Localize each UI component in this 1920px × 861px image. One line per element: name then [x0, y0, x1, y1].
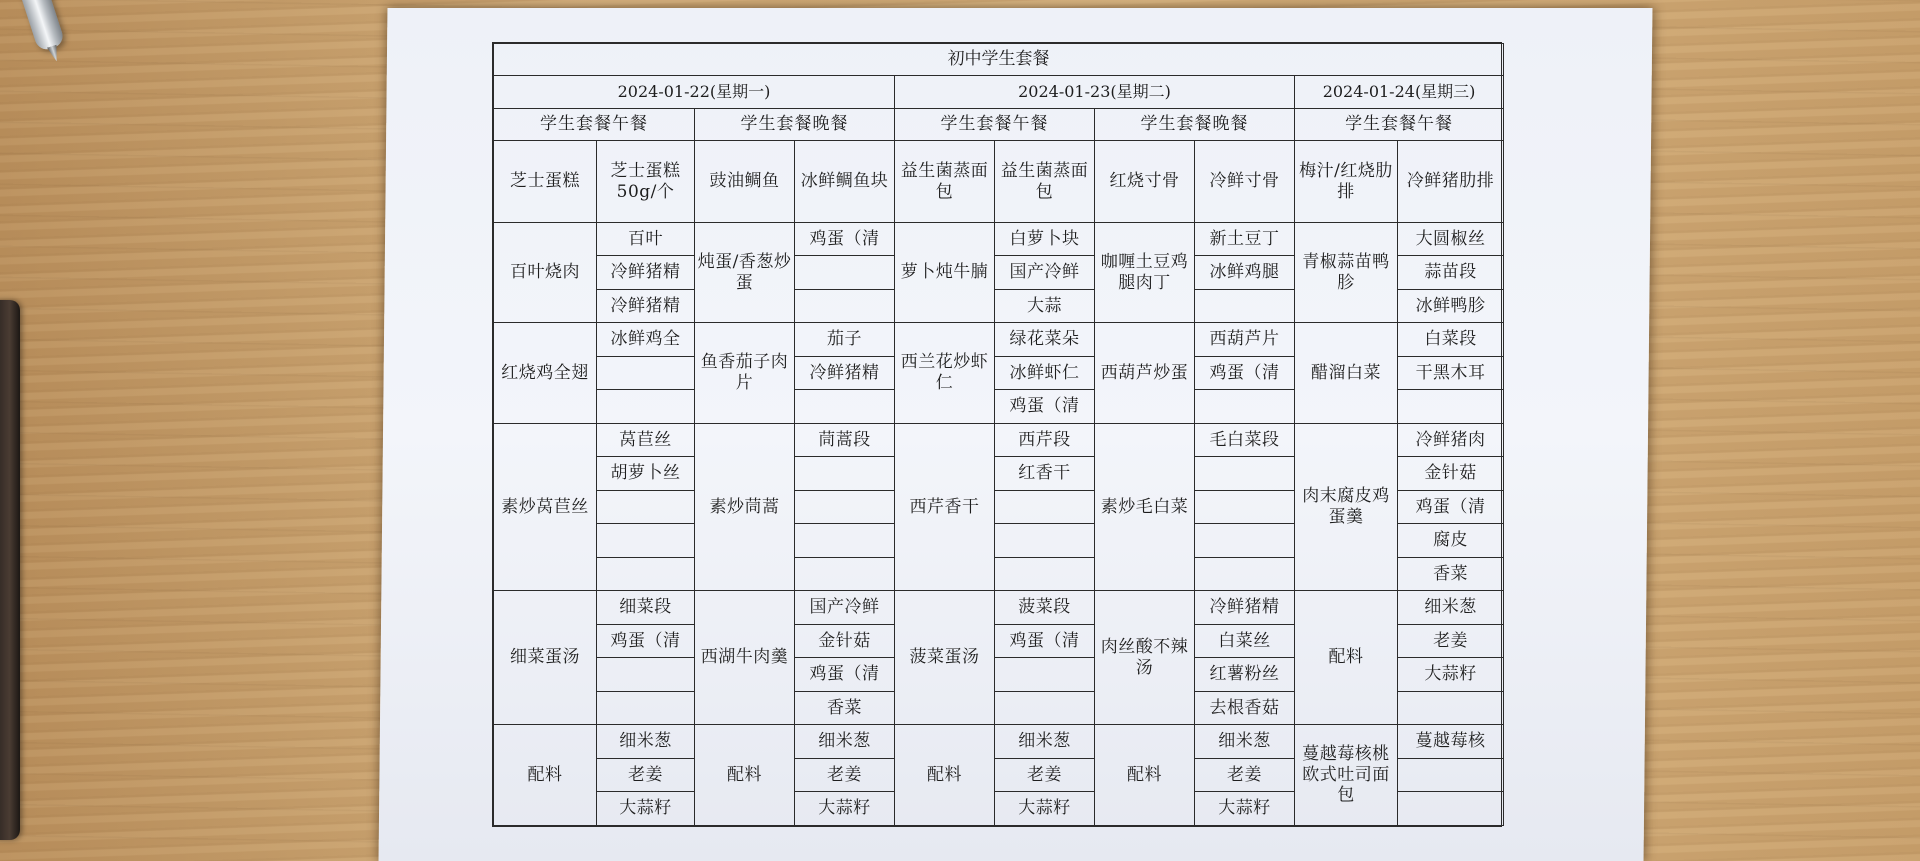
- ingredient-cell: 冷鲜猪精: [1195, 591, 1295, 624]
- ingredient-cell: [1195, 289, 1295, 322]
- ingredient-cell: [1398, 758, 1504, 791]
- ingredient-cell: 大蒜籽: [795, 792, 895, 826]
- ingredient-cell: 鸡蛋（清: [995, 390, 1095, 423]
- ingredient-cell: [597, 390, 695, 423]
- ingredient-cell: [1195, 390, 1295, 423]
- ingredient-cell: 大蒜籽: [1195, 792, 1295, 826]
- ingredient-cell: 冷鲜猪精: [597, 289, 695, 322]
- ingredient-cell: 细米葱: [1195, 725, 1295, 758]
- ingredient-cell: 细米葱: [1398, 591, 1504, 624]
- ingredient-cell: [1398, 691, 1504, 724]
- ingredient-cell: 金针菇: [1398, 457, 1504, 490]
- ingredient-cell: [795, 390, 895, 423]
- ingredient-cell: 鸡蛋（清: [795, 658, 895, 691]
- ingredient-cell: [1195, 557, 1295, 590]
- dish-cell: 肉丝酸不辣汤: [1095, 591, 1195, 725]
- ingredient-cell: 冷鲜猪肉: [1398, 423, 1504, 456]
- menu-table: [492, 42, 1502, 827]
- dish-cell: 醋溜白菜: [1295, 323, 1398, 423]
- dish-cell: 配料: [1095, 725, 1195, 826]
- ingredient-cell: 大蒜籽: [1398, 658, 1504, 691]
- dish-cell: 西兰花炒虾仁: [895, 323, 995, 423]
- ingredient-cell: 干黑木耳: [1398, 356, 1504, 389]
- ingredient-cell: [795, 490, 895, 523]
- ingredient-cell: 国产冷鲜: [995, 256, 1095, 289]
- dish-cell: 豉油鲷鱼: [695, 141, 795, 223]
- ingredient-cell: [1195, 524, 1295, 557]
- ingredient-cell: [1398, 792, 1504, 826]
- ingredient-cell: [597, 490, 695, 523]
- ingredient-cell: 香菜: [795, 691, 895, 724]
- ingredient-cell: [795, 557, 895, 590]
- ingredient-cell: 白菜丝: [1195, 624, 1295, 657]
- ingredient-cell: [995, 658, 1095, 691]
- ingredient-cell: 老姜: [995, 758, 1095, 791]
- ingredient-cell: 西芹段: [995, 423, 1095, 456]
- ingredient-cell: [995, 557, 1095, 590]
- ingredient-cell: 冷鲜猪精: [597, 256, 695, 289]
- dish-cell: 配料: [895, 725, 995, 826]
- ingredient-cell: 新土豆丁: [1195, 222, 1295, 255]
- ingredient-cell: 大圆椒丝: [1398, 222, 1504, 255]
- ingredient-cell: 大蒜籽: [995, 792, 1095, 826]
- ingredient-cell: 冰鲜鸡腿: [1195, 256, 1295, 289]
- dish-cell: 鱼香茄子肉片: [695, 323, 795, 423]
- ingredient-cell: 冷鲜猪精: [795, 356, 895, 389]
- ingredient-cell: 老姜: [1195, 758, 1295, 791]
- ingredient-cell: 毛白菜段: [1195, 423, 1295, 456]
- dish-cell: 炖蛋/香葱炒蛋: [695, 222, 795, 322]
- dish-cell: 配料: [494, 725, 597, 826]
- ingredient-cell: 去根香菇: [1195, 691, 1295, 724]
- meal-header: 学生套餐午餐: [494, 108, 695, 140]
- ingredient-cell: 大蒜籽: [597, 792, 695, 826]
- ingredient-cell: [597, 524, 695, 557]
- ingredient-cell: 鸡蛋（清: [995, 624, 1095, 657]
- ingredient-cell: [795, 289, 895, 322]
- ingredient-cell: 冰鲜鲷鱼块: [795, 141, 895, 223]
- ingredient-cell: [995, 524, 1095, 557]
- ingredient-cell: 细米葱: [995, 725, 1095, 758]
- ingredient-cell: 老姜: [795, 758, 895, 791]
- dish-cell: 益生菌蒸面包: [895, 141, 995, 223]
- ingredient-cell: 红薯粉丝: [1195, 658, 1295, 691]
- dish-cell: 梅汁/红烧肋排: [1295, 141, 1398, 223]
- dish-cell: 配料: [695, 725, 795, 826]
- ingredient-cell: 蒜苗段: [1398, 256, 1504, 289]
- ingredient-cell: 蔓越莓核: [1398, 725, 1504, 758]
- ingredient-cell: 老姜: [597, 758, 695, 791]
- ingredient-cell: [1195, 490, 1295, 523]
- ingredient-cell: 冷鲜寸骨: [1195, 141, 1295, 223]
- date-header: 2024-01-23(星期二): [895, 76, 1295, 108]
- dish-cell: 肉末腐皮鸡蛋羹: [1295, 423, 1398, 590]
- dish-cell: 素炒毛白菜: [1095, 423, 1195, 590]
- ingredient-cell: 白萝卜块: [995, 222, 1095, 255]
- dish-cell: 红烧寸骨: [1095, 141, 1195, 223]
- meal-header: 学生套餐晚餐: [1095, 108, 1295, 140]
- dark-binder-edge: [0, 300, 20, 840]
- ingredient-cell: 冷鲜猪肋排: [1398, 141, 1504, 223]
- ingredient-cell: [597, 658, 695, 691]
- dish-cell: 配料: [1295, 591, 1398, 725]
- dish-cell: 西葫芦炒蛋: [1095, 323, 1195, 423]
- dish-cell: 百叶烧肉: [494, 222, 597, 322]
- dish-cell: 素炒茼蒿: [695, 423, 795, 590]
- ingredient-cell: [995, 691, 1095, 724]
- ingredient-cell: 腐皮: [1398, 524, 1504, 557]
- dish-cell: 西芹香干: [895, 423, 995, 590]
- ingredient-cell: 莴苣丝: [597, 423, 695, 456]
- ingredient-cell: 金针菇: [795, 624, 895, 657]
- dish-cell: 细菜蛋汤: [494, 591, 597, 725]
- meal-header: 学生套餐晚餐: [695, 108, 895, 140]
- ingredient-cell: 大蒜: [995, 289, 1095, 322]
- ingredient-cell: [597, 356, 695, 389]
- dish-cell: 芝士蛋糕: [494, 141, 597, 223]
- ingredient-cell: [597, 691, 695, 724]
- ingredient-cell: 西葫芦片: [1195, 323, 1295, 356]
- ingredient-cell: 茄子: [795, 323, 895, 356]
- ingredient-cell: 菠菜段: [995, 591, 1095, 624]
- ingredient-cell: 百叶: [597, 222, 695, 255]
- ingredient-cell: 鸡蛋（清: [597, 624, 695, 657]
- ingredient-cell: 鸡蛋（清: [1195, 356, 1295, 389]
- ingredient-cell: [995, 490, 1095, 523]
- ingredient-cell: 国产冷鲜: [795, 591, 895, 624]
- ingredient-cell: 鸡蛋（清: [795, 222, 895, 255]
- ingredient-cell: 细米葱: [597, 725, 695, 758]
- dish-cell: 菠菜蛋汤: [895, 591, 995, 725]
- pen: [14, 0, 65, 52]
- ingredient-cell: 绿花菜朵: [995, 323, 1095, 356]
- dish-cell: 蔓越莓核桃欧式吐司面包: [1295, 725, 1398, 826]
- ingredient-cell: 红香干: [995, 457, 1095, 490]
- ingredient-cell: 老姜: [1398, 624, 1504, 657]
- ingredient-cell: 细米葱: [795, 725, 895, 758]
- dish-cell: 青椒蒜苗鸭胗: [1295, 222, 1398, 322]
- ingredient-cell: 冰鲜鸡全: [597, 323, 695, 356]
- dish-cell: 咖喱土豆鸡腿肉丁: [1095, 222, 1195, 322]
- ingredient-cell: 胡萝卜丝: [597, 457, 695, 490]
- ingredient-cell: 益生菌蒸面包: [995, 141, 1095, 223]
- date-header: 2024-01-22(星期一): [494, 76, 895, 108]
- ingredient-cell: [1195, 457, 1295, 490]
- dish-cell: 红烧鸡全翅: [494, 323, 597, 423]
- ingredient-cell: [795, 524, 895, 557]
- table-title: 初中学生套餐: [494, 44, 1504, 76]
- ingredient-cell: 芝士蛋糕 50g/个: [597, 141, 695, 223]
- meal-header: 学生套餐午餐: [1295, 108, 1504, 140]
- ingredient-cell: 冰鲜鸭胗: [1398, 289, 1504, 322]
- ingredient-cell: 细菜段: [597, 591, 695, 624]
- ingredient-cell: 茼蒿段: [795, 423, 895, 456]
- ingredient-cell: 白菜段: [1398, 323, 1504, 356]
- dish-cell: 西湖牛肉羹: [695, 591, 795, 725]
- ingredient-cell: [1398, 390, 1504, 423]
- dish-cell: 素炒莴苣丝: [494, 423, 597, 590]
- ingredient-cell: 鸡蛋（清: [1398, 490, 1504, 523]
- date-header: 2024-01-24(星期三): [1295, 76, 1504, 108]
- ingredient-cell: [795, 457, 895, 490]
- dish-cell: 萝卜炖牛腩: [895, 222, 995, 322]
- ingredient-cell: 冰鲜虾仁: [995, 356, 1095, 389]
- ingredient-cell: [597, 557, 695, 590]
- ingredient-cell: 香菜: [1398, 557, 1504, 590]
- ingredient-cell: [795, 256, 895, 289]
- meal-header: 学生套餐午餐: [895, 108, 1095, 140]
